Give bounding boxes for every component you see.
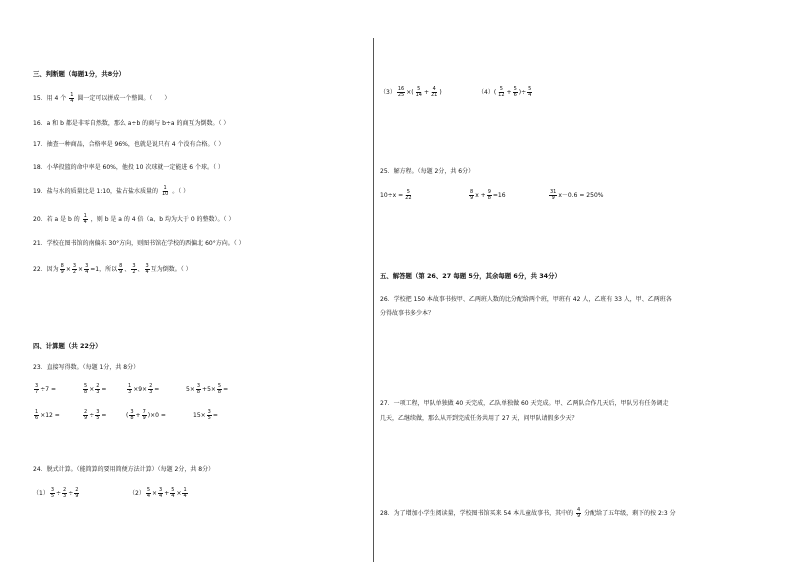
expr-text: ×12 = bbox=[40, 412, 60, 419]
numerator: 5 bbox=[528, 86, 532, 92]
question-21: 21．学校在图书馆的南偏东 30°方向，则图书馆在学校的西偏北 60°方向。（ ） bbox=[33, 240, 245, 247]
fraction bbox=[469, 190, 474, 201]
fraction: $\frac{8}{9}$ bbox=[60, 263, 64, 275]
question-18: 18．小华投篮的命中率是 60%，他投 10 次球就一定能进 6 个球。（ ） bbox=[33, 164, 224, 171]
numerator: 1 bbox=[128, 383, 132, 389]
question-25: 25．解方程。（每题 2分，共 6分） bbox=[380, 168, 475, 175]
fraction: $\frac{1}{4}$ bbox=[70, 92, 74, 104]
numerator: 9 bbox=[487, 189, 491, 195]
question-16: 16．a 和 b 都是非零自然数，那么 a÷b 的商与 b÷a 的商互为倒数。（ ） bbox=[33, 120, 230, 127]
calc-item bbox=[33, 384, 56, 395]
question-23: 23．直接写得数。（每题 1分，共 8分） bbox=[33, 364, 140, 371]
numerator: 5 bbox=[513, 86, 517, 92]
denominator: 7 bbox=[35, 389, 39, 395]
denominator: 4 bbox=[183, 493, 187, 499]
column-divider bbox=[373, 38, 374, 562]
equation-1 bbox=[380, 190, 414, 201]
expr-text: = bbox=[223, 386, 229, 393]
expr-text: = bbox=[101, 412, 107, 419]
fraction bbox=[487, 190, 492, 201]
fraction bbox=[83, 384, 88, 395]
fraction bbox=[527, 87, 532, 98]
calc-item bbox=[33, 410, 60, 421]
numerator: 5 bbox=[406, 189, 410, 195]
fraction bbox=[34, 384, 39, 395]
question-20: 20．若 a 是 b 的 $\frac{1}{4}$ ，则 b 是 a 的 4 倍（a、b 均为大于 0 的整数）。（ ） bbox=[33, 213, 235, 225]
denominator: 5 bbox=[50, 493, 55, 499]
denominator: 6 bbox=[513, 92, 517, 98]
denominator: 4 bbox=[146, 493, 151, 499]
expr-text: ÷ bbox=[56, 490, 62, 497]
numerator: 2 bbox=[149, 383, 153, 389]
fraction: $\frac{3}{4}$ bbox=[145, 263, 149, 275]
denominator: 3 bbox=[96, 389, 100, 395]
numerator: 1 bbox=[35, 409, 39, 415]
expr-text: )×0 = bbox=[147, 412, 166, 419]
numerator: 5 bbox=[146, 487, 151, 493]
q24-item-3 bbox=[380, 87, 442, 98]
numerator: 5 bbox=[417, 86, 421, 92]
numerator: 2 bbox=[63, 487, 67, 493]
numerator: 7 bbox=[142, 409, 146, 415]
denominator: 9 bbox=[551, 195, 555, 201]
section-3-title: 三、判断题（每题1分，共8分） bbox=[33, 70, 125, 78]
expr-text: +5× bbox=[202, 386, 216, 393]
expr-text: = bbox=[212, 412, 218, 419]
numerator: 16 bbox=[397, 86, 405, 92]
denominator: 9 bbox=[470, 195, 474, 201]
numerator: 3 bbox=[130, 409, 134, 415]
numerator: 5 bbox=[84, 383, 88, 389]
denominator: 4 bbox=[528, 92, 532, 98]
fraction: $\frac{8}{9}$ bbox=[119, 263, 123, 275]
expr-text: x + bbox=[475, 192, 486, 199]
fraction: $\frac{1}{4}$ bbox=[83, 213, 87, 225]
calc-item bbox=[82, 410, 106, 421]
equation-3 bbox=[548, 190, 603, 201]
denominator: 8 bbox=[487, 195, 491, 201]
expr-text: ) bbox=[439, 89, 442, 96]
numerator: 3 bbox=[196, 383, 201, 389]
expr-text: + bbox=[164, 490, 170, 497]
numerator: 4 bbox=[432, 86, 436, 92]
fraction: $\frac{4}{9}$ bbox=[577, 507, 581, 519]
question-28: 28．为了增加小学生阅读量，学校图书馆买来 54 本儿童故事书，其中的 $\frac{4}{9}$ 分配给了五年级，剩下的按 2:3 分 bbox=[380, 507, 676, 519]
denominator: 5 bbox=[96, 415, 100, 421]
expr-text: x－0.6 = 250% bbox=[558, 192, 604, 199]
fraction bbox=[158, 488, 163, 499]
fraction bbox=[74, 488, 79, 499]
q24-item-2 bbox=[129, 488, 189, 499]
expr-text: 15× bbox=[193, 412, 206, 419]
question-24: 24．脱式计算。（能简算的要用简便方法计算）（每题 2分，共 8分） bbox=[33, 466, 215, 473]
numerator: 2 bbox=[84, 409, 88, 415]
denominator: 3 bbox=[128, 389, 132, 395]
denominator: 4 bbox=[159, 493, 163, 499]
expr-text: 10÷x = bbox=[380, 192, 404, 199]
fraction bbox=[127, 384, 132, 395]
fraction bbox=[148, 384, 153, 395]
denominator: 25 bbox=[397, 92, 405, 98]
fraction bbox=[415, 87, 423, 98]
section-5-title: 五、解答题（第 26、27 每题 5分，其余每题 6分，共 34分） bbox=[380, 272, 561, 280]
fraction bbox=[404, 190, 412, 201]
expr-text: ( bbox=[126, 412, 129, 419]
fraction: $\frac{3}{2}$ bbox=[72, 263, 77, 275]
expr-text: ×9× bbox=[133, 386, 148, 393]
expr-text: + bbox=[506, 89, 512, 96]
denominator: 9 bbox=[84, 415, 88, 421]
numerator: 3 bbox=[35, 383, 39, 389]
denominator: 8 bbox=[84, 389, 88, 395]
fraction bbox=[217, 384, 222, 395]
numerator: 1 bbox=[183, 487, 187, 493]
denominator: 8 bbox=[130, 415, 134, 421]
denominator: 8 bbox=[196, 389, 201, 395]
denominator: 21 bbox=[430, 92, 438, 98]
numerator: 3 bbox=[50, 487, 55, 493]
numerator: 5 bbox=[171, 487, 175, 493]
fraction bbox=[549, 190, 557, 201]
numerator: 3 bbox=[96, 409, 100, 415]
denominator: 8 bbox=[217, 389, 222, 395]
equation-2 bbox=[468, 190, 506, 201]
expr-text: ×( bbox=[406, 89, 414, 96]
numerator: 5 bbox=[217, 383, 222, 389]
expr-text: ÷7 = bbox=[40, 386, 56, 393]
fraction bbox=[196, 384, 201, 395]
denominator: 4 bbox=[171, 493, 175, 499]
expr-text: （2） bbox=[129, 490, 145, 497]
question-17: 17．抽查一种商品，合格率是 96%，也就是说只有 4 个没有合格。（ ） bbox=[33, 141, 225, 148]
question-26-line-2: 分得故事书多少本？ bbox=[380, 310, 435, 317]
expr-text: ÷ bbox=[68, 490, 74, 497]
fraction bbox=[142, 410, 147, 421]
fraction bbox=[146, 488, 151, 499]
denominator: 9 bbox=[142, 415, 146, 421]
expr-text: = bbox=[154, 386, 160, 393]
calc-item bbox=[186, 384, 228, 395]
numerator: 2 bbox=[75, 487, 79, 493]
question-26-line-1: 26．学校把 150 本故事书按甲、乙两班人数的比分配给两个班，甲班有 42 人，乙班有 33 人，甲、乙两班各 bbox=[380, 296, 672, 303]
numerator: 5 bbox=[499, 86, 503, 92]
fraction: $\frac{3}{2}$ bbox=[132, 263, 136, 275]
fraction bbox=[207, 410, 212, 421]
expr-text: ÷ bbox=[89, 412, 95, 419]
expr-text: + bbox=[135, 412, 141, 419]
numerator: 8 bbox=[470, 189, 474, 195]
calc-item bbox=[82, 384, 106, 395]
fraction: $\frac{3}{4}$ bbox=[85, 263, 89, 275]
q24-item-1 bbox=[33, 488, 80, 499]
expr-text: × bbox=[152, 490, 158, 497]
expr-text: 5× bbox=[186, 386, 195, 393]
expr-text: × bbox=[89, 386, 95, 393]
denominator: 3 bbox=[63, 493, 67, 499]
numerator: 3 bbox=[207, 409, 211, 415]
fraction bbox=[129, 410, 134, 421]
fraction bbox=[50, 488, 55, 499]
fraction bbox=[182, 488, 187, 499]
fraction bbox=[83, 410, 88, 421]
denominator: 22 bbox=[405, 195, 412, 201]
fraction bbox=[95, 410, 100, 421]
expr-text: （1） bbox=[33, 490, 49, 497]
expr-text: + bbox=[423, 89, 429, 96]
denominator: 5 bbox=[207, 415, 211, 421]
question-15: 15．用 4 个 $\frac{1}{4}$ 圆一定可以拼成一个整圆。（ ） bbox=[33, 92, 171, 104]
question-22: 22．因为 $\frac{8}{9}$ × $\frac{3}{2}$ × $\frac{3}{4}$ =1，所以 $\frac{8}{9}$ 、 $\frac{3}{2}$ 、 $\frac{3}{4}$ 互为倒数。（ ） bbox=[33, 263, 192, 275]
expr-text: × bbox=[176, 490, 182, 497]
q24-item-4 bbox=[478, 87, 533, 98]
fraction: $\frac{1}{10}$ bbox=[161, 185, 169, 197]
denominator: 12 bbox=[498, 92, 505, 98]
numerator: 31 bbox=[550, 189, 557, 195]
denominator: 9 bbox=[75, 493, 79, 499]
fraction bbox=[397, 87, 405, 98]
fraction bbox=[62, 488, 67, 499]
question-27-line-2: 几天，乙继续做，那么从开到完成任务共用了 27 天，问甲队请假多少天？ bbox=[380, 415, 578, 422]
denominator: 6 bbox=[35, 415, 39, 421]
fraction bbox=[170, 488, 175, 499]
denominator: 3 bbox=[149, 389, 153, 395]
expr-text: =16 bbox=[492, 192, 506, 199]
denominator: 14 bbox=[415, 92, 422, 98]
question-27-line-1: 27．一项工程，甲队单独做 40 天完成，乙队单独做 60 天完成。甲、乙两队合作几天后，甲队另有任务调走 bbox=[380, 400, 669, 407]
calc-item bbox=[193, 410, 218, 421]
expr-text: = bbox=[101, 386, 107, 393]
expr-text: )÷ bbox=[518, 89, 527, 96]
question-19: 19．盐与水的质量比是 1:10，盐占盐水质量的 $\frac{1}{10}$ 。（ ） bbox=[33, 185, 190, 197]
expr-text: （3） bbox=[380, 89, 396, 96]
numerator: 3 bbox=[159, 487, 163, 493]
numerator: 2 bbox=[96, 383, 100, 389]
fraction bbox=[513, 87, 518, 98]
expr-text: （4）( bbox=[478, 89, 497, 96]
calc-item bbox=[126, 410, 166, 421]
fraction bbox=[34, 410, 39, 421]
section-4-title: 四、计算题（共 22分） bbox=[33, 342, 102, 350]
fraction bbox=[497, 87, 505, 98]
fraction bbox=[430, 87, 438, 98]
calc-item bbox=[126, 384, 159, 395]
fraction bbox=[95, 384, 100, 395]
